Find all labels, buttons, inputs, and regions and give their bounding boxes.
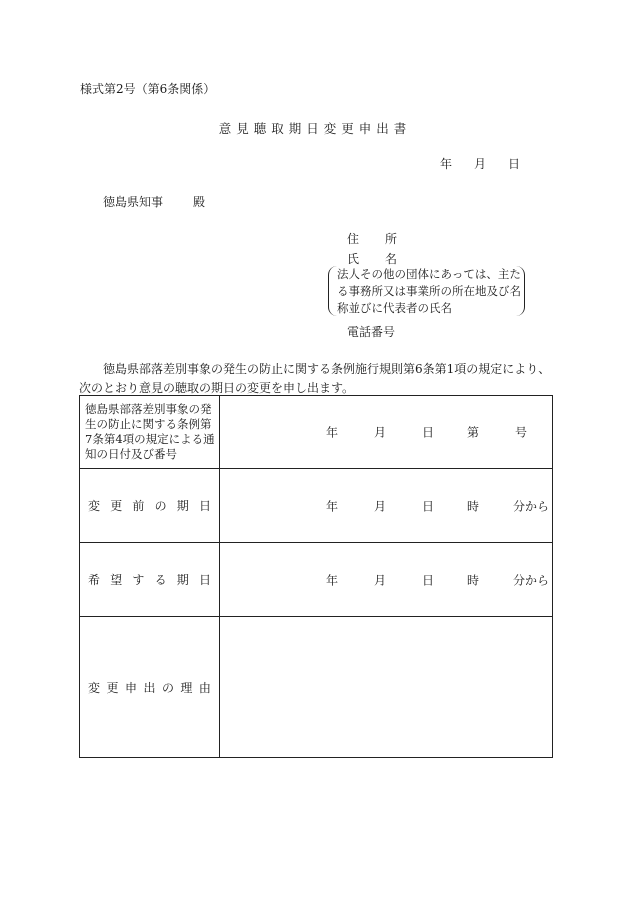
date-month: 月 <box>474 157 487 171</box>
intro-paragraph: 徳島県部落差別事象の発生の防止に関する条例施行規則第6条第1項の規定により、次のとおり意見の聴取の期日の変更を申し出ます。 <box>79 362 551 395</box>
form-number: 様式第2号（第6条関係） <box>80 82 216 96</box>
date-day: 日 <box>508 157 521 171</box>
desired-date-label: 希 望 す る 期 日 <box>88 573 211 587</box>
address-label: 住 所 <box>347 232 398 246</box>
document-title: 意見聴取期日変更申出書 <box>218 121 412 136</box>
recipient-honorific: 殿 <box>193 195 206 209</box>
before-date-label: 変 更 前 の 期 日 <box>88 499 211 513</box>
desired-date-label-cell <box>80 543 220 617</box>
notice-label-cell <box>80 396 220 469</box>
request-table <box>79 395 553 758</box>
date-line <box>440 155 520 172</box>
notice-value-cell[interactable]: 年 月 日 第 号 <box>220 396 553 469</box>
name-label: 氏 名 <box>347 252 398 266</box>
before-date-label-cell <box>80 469 220 543</box>
reason-label: 変 更 申 出 の 理 由 <box>88 680 211 695</box>
phone-label: 電話番号 <box>347 325 396 339</box>
reason-label-cell <box>80 617 220 758</box>
desired-date-value-cell[interactable]: 年 月 日 時 分から <box>220 543 553 617</box>
recipient <box>103 193 205 210</box>
notice-label: 徳島県部落差別事象の発生の防止に関する条例第7条第4項の規定による通知の日付及び番号 <box>85 402 215 461</box>
corporate-note: 法人その他の団体にあっては、主たる事務所又は事業所の所在地及び名称並びに代表者の氏名 <box>337 267 521 315</box>
table-row <box>80 469 553 543</box>
table-row <box>80 543 553 617</box>
before-date-value-cell[interactable]: 年 月 日 時 分から <box>220 469 553 543</box>
table-row <box>80 617 553 758</box>
date-year: 年 <box>440 157 453 171</box>
reason-value-cell[interactable] <box>220 617 553 758</box>
recipient-name: 徳島県知事 <box>103 195 164 209</box>
table-row <box>80 396 553 469</box>
